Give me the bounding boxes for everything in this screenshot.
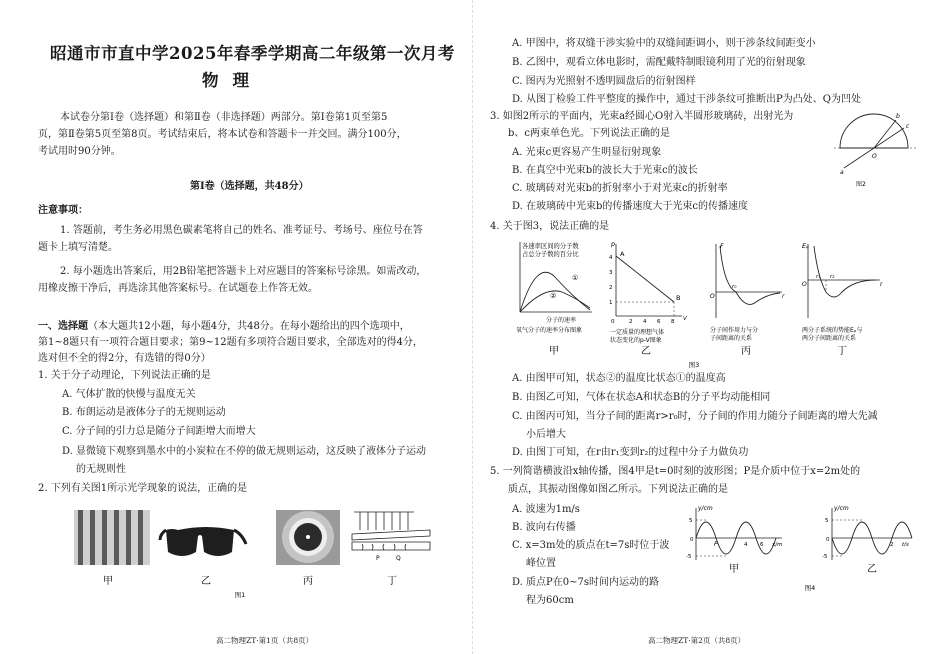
fig3-yi-ytick: 2: [609, 285, 613, 291]
q4-stem: 4. 关于图3，说法正确的是: [490, 221, 610, 232]
fig2-label-c: c: [906, 123, 910, 130]
q4-option-a: A. 由图甲可知，状态②的温度比状态①的温度高: [512, 373, 726, 384]
fig1-caption: 图1: [234, 591, 246, 599]
part1-heading: 一、选择题: [38, 321, 88, 332]
q5-option-c-cont: 峰位置: [526, 558, 556, 569]
q1-option-c: C. 分子间的引力总是随分子间距增大而增大: [62, 426, 256, 437]
q2-option-a: A. 甲图中，将双缝干涉实验中的双缝间距调小，则干涉条纹间距变小: [512, 38, 816, 49]
q1-option-b: B. 布朗运动是液体分子的无规则运动: [62, 407, 226, 418]
fig3-label-bing: 丙: [741, 346, 751, 357]
fig3-label-ding: 丁: [837, 346, 847, 357]
subject-title: 物理: [202, 71, 263, 90]
fig2-label-a: a: [840, 169, 844, 176]
q3-option-a: A. 光束c更容易产生明显衍射现象: [512, 147, 662, 158]
fig1-label-yi: 乙: [201, 576, 211, 587]
q3-option-c: C. 玻璃砖对光束b的折射率小于对光束c的折射率: [512, 183, 728, 194]
fig4-jia-wave-graph: [686, 505, 782, 575]
fig3-bing-label-f: F: [720, 242, 724, 250]
column-divider: [472, 0, 473, 654]
figure-4: [686, 500, 920, 596]
fig1-jia-fringes: [74, 510, 150, 565]
right-column: [490, 0, 920, 654]
fig3-ding-caption-cont: 两分子间距离的关系: [802, 335, 857, 342]
q4-option-c: C. 由图丙可知，当分子间的距离r>r₀时，分子间的作用力随分子间距离的增大先减: [512, 411, 878, 422]
q4-option-d: D. 由图丁可知，在r由r₁变到r₂的过程中分子力做负功: [512, 447, 749, 458]
fig3-jia-caption: 氧气分子的速率分布图象: [516, 327, 583, 334]
q5-option-d-cont: 程为60cm: [526, 595, 574, 606]
q2-option-d: D. 从图丁检验工件平整度的操作中，通过干涉条纹可推断出P为凸处、Q为凹处: [512, 94, 861, 105]
fig3-ding-label-r1: r₁: [816, 274, 821, 280]
fig3-ding-label-r: r: [880, 281, 883, 288]
q3-option-d: D. 在玻璃砖中光束b的传播速度大于光束c的传播速度: [512, 201, 749, 212]
fig2-caption: 图2: [856, 181, 866, 188]
fig3-jia-curve-1: ①: [572, 274, 579, 282]
fig3-ding-label-o: O: [802, 281, 807, 288]
fig3-yi-origin: 0: [611, 319, 615, 325]
fig4-label-yi: 乙: [867, 564, 877, 575]
fig3-yi-xlabel: V: [683, 316, 687, 322]
fig3-yi-xtick: 4: [643, 319, 647, 325]
fig4-yi-ytick-minus5: -5: [822, 554, 828, 560]
part1-instructions: [38, 320, 410, 334]
fig4-yi-xlabel: t/s: [902, 542, 909, 548]
fig3-yi-point-a: A: [620, 250, 625, 258]
fig3-yi-ytick: 1: [609, 300, 613, 306]
fig3-yi-ytick: 4: [609, 255, 613, 261]
fig4-jia-ylabel: y/cm: [698, 505, 713, 512]
fig3-yi-ylabel: p: [611, 240, 616, 248]
q2-option-b: B. 乙图中，观看立体电影时，需配戴特制眼镜利用了光的衍射现象: [512, 57, 806, 68]
q2-stem: 2. 下列有关图1所示光学现象的说法，正确的是: [38, 483, 248, 494]
notice-line: 2. 每小题选出答案后，用2B铅笔把答题卡上对应题目的答案标号涂黑。如需改动，: [60, 266, 427, 277]
figure-3: [510, 236, 920, 370]
fig4-yi-vibration-graph: [822, 505, 912, 575]
q3-stem: 3. 如图2所示的平面内，光束a经圆心O射入半圆形玻璃砖，出射光为: [490, 111, 794, 122]
fig3-ding-graph: [802, 242, 883, 342]
q4-option-c-cont: 小后增大: [526, 429, 566, 440]
q5-stem-cont: 质点，其振动图像如图乙所示。下列说法正确的是: [508, 484, 728, 495]
fig1-bing-diffraction: [276, 510, 340, 565]
q5-option-a: A. 波速为1m/s: [512, 504, 580, 515]
q5-option-b: B. 波向右传播: [512, 522, 576, 533]
fig3-yi-caption-cont: 状态变化的p-V图象: [610, 337, 662, 344]
part1-line: 选对但不全的得2分，有选错的得0分）: [38, 353, 211, 364]
q1-stem: 1. 关于分子动理论，下列说法正确的是: [38, 370, 211, 381]
fig4-jia-origin: 0: [690, 537, 694, 543]
notice-line: 题卡上填写清楚。: [38, 242, 118, 253]
fig3-caption: 图3: [688, 361, 700, 369]
fig1-label-q: Q: [396, 555, 401, 562]
fig4-yi-ylabel: y/cm: [834, 505, 849, 512]
q2-option-c: C. 图丙为光照射不透明圆盘后的衍射图样: [512, 76, 696, 87]
fig3-yi-caption: 一定质量的理想气体: [610, 329, 665, 336]
fig1-label-jia: 甲: [103, 576, 113, 587]
footer-left: 高二物理ZT·第1页（共8页）: [216, 636, 314, 645]
intro-line-1: 本试卷分第Ⅰ卷（选择题）和第Ⅱ卷（非选择题）两部分。第Ⅰ卷第1页至第5: [60, 112, 388, 123]
fig1-label-p: P: [376, 555, 380, 562]
q1-option-d-cont: 的无规则性: [76, 464, 126, 475]
fig2-label-o: O: [872, 153, 877, 160]
fig1-label-bing: 丙: [303, 576, 313, 587]
fig4-yi-ytick-5: 5: [825, 518, 829, 524]
fig3-yi-point-b: B: [676, 294, 681, 302]
fig4-label-jia: 甲: [729, 564, 739, 575]
fig4-jia-ytick-5: 5: [689, 518, 693, 524]
fig2-label-b: b: [896, 113, 900, 120]
fig1-yi-glasses-icon: [160, 527, 246, 556]
notice-heading: 注意事项：: [38, 205, 88, 216]
fig4-caption: 图4: [804, 584, 816, 592]
fig4-jia-xtick-4: 4: [744, 542, 748, 548]
fig3-label-yi: 乙: [641, 346, 651, 357]
fig3-ding-label-ep: Eₚ: [802, 242, 809, 250]
q5-stem: 5. 一列简谐横波沿x轴传播，图4甲是t=0时刻的波形图；P是介质中位于x=2m处的: [490, 466, 861, 477]
fig3-jia-ylabel: 各速率区间的分子数: [522, 243, 579, 250]
q5-option-d: D. 质点P在0~7s时间内运动的路: [512, 577, 659, 588]
fig3-yi-ytick: 3: [609, 270, 613, 276]
notice-line: 1. 答题前，考生务必用黑色碳素笔将自己的姓名、准考证号、考场号、座位号在答: [60, 225, 423, 236]
fig3-yi-xtick: 8: [671, 319, 675, 325]
fig4-yi-origin: 0: [826, 537, 830, 543]
q1-option-a: A. 气体扩散的快慢与温度无关: [62, 389, 196, 400]
fig3-yi-xtick: 2: [629, 319, 633, 325]
fig3-jia-graph: [516, 241, 592, 334]
fig4-jia-point-p: P: [714, 541, 718, 548]
q1-option-d: D. 显微镜下观察到墨水中的小炭粒在不停的做无规则运动，这反映了液体分子运动: [62, 446, 427, 457]
figure-2: [830, 108, 920, 198]
fig4-jia-xtick-6: 6: [760, 542, 764, 548]
part1-line: （本大题共12小题，每小题4分，共48分。在每小题给出的四个选项中，: [88, 321, 410, 332]
fig3-bing-label-r: r: [782, 293, 785, 300]
fig3-jia-curve-2: ②: [550, 292, 557, 300]
part1-line: 第1~8题只有一项符合题目要求；第9~12题有多项符合题目要求，全部选对的得4分，: [38, 337, 423, 348]
intro-line-3: 考试用时90分钟。: [38, 146, 121, 157]
fig3-label-jia: 甲: [549, 346, 559, 357]
q3-option-b: B. 在真空中光束b的波长大于光束c的波长: [512, 165, 698, 176]
fig3-jia-ylabel-cont: 占总分子数的百分比: [522, 251, 579, 258]
section1-title: 第Ⅰ卷（选择题，共48分）: [190, 181, 309, 192]
intro-line-2: 页，第Ⅱ卷第5页至第8页。考试结束后，将本试卷和答题卡一并交回。满分100分，: [38, 129, 407, 140]
fig3-yi-graph: [609, 240, 688, 344]
fig3-ding-caption: 两分子系统的势能Eₚ与: [802, 327, 863, 334]
fig4-jia-ytick-minus5: -5: [686, 554, 692, 560]
fig3-bing-label-r0: r₀: [732, 284, 737, 290]
q4-option-b: B. 由图乙可知，气体在状态A和状态B的分子平均动能相同: [512, 392, 771, 403]
q5-option-c: C. x=3m处的质点在t=7s时位于波: [512, 540, 670, 551]
fig3-ding-label-r2: r₂: [830, 274, 835, 280]
fig4-jia-xlabel: x/m: [772, 542, 783, 548]
fig3-bing-label-o: O: [710, 293, 715, 300]
fig3-jia-xlabel: 分子的速率: [546, 317, 577, 324]
notice-line: 用橡皮擦干净后，再选涂其他答案标号。在试题卷上作答无效。: [38, 283, 318, 294]
fig3-bing-graph: [710, 242, 785, 342]
fig3-yi-xtick: 6: [657, 319, 661, 325]
left-column: [38, 0, 456, 654]
fig3-bing-caption-cont: 子间距离的关系: [710, 335, 753, 342]
q3-stem-cont: b、c两束单色光。下列说法正确的是: [508, 128, 671, 139]
fig4-yi-xtick-2: 2: [890, 542, 894, 548]
fig1-ding-flatness-test: [352, 512, 430, 550]
fig3-bing-caption: 分子间作用力与分: [710, 327, 759, 334]
footer-right: 高二物理ZT·第2页（共8页）: [648, 636, 746, 645]
exam-title: 昭通市市直中学2025年春季学期高二年级第一次月考: [50, 44, 455, 63]
figure-1: [38, 500, 456, 610]
fig1-label-ding: 丁: [387, 576, 397, 587]
